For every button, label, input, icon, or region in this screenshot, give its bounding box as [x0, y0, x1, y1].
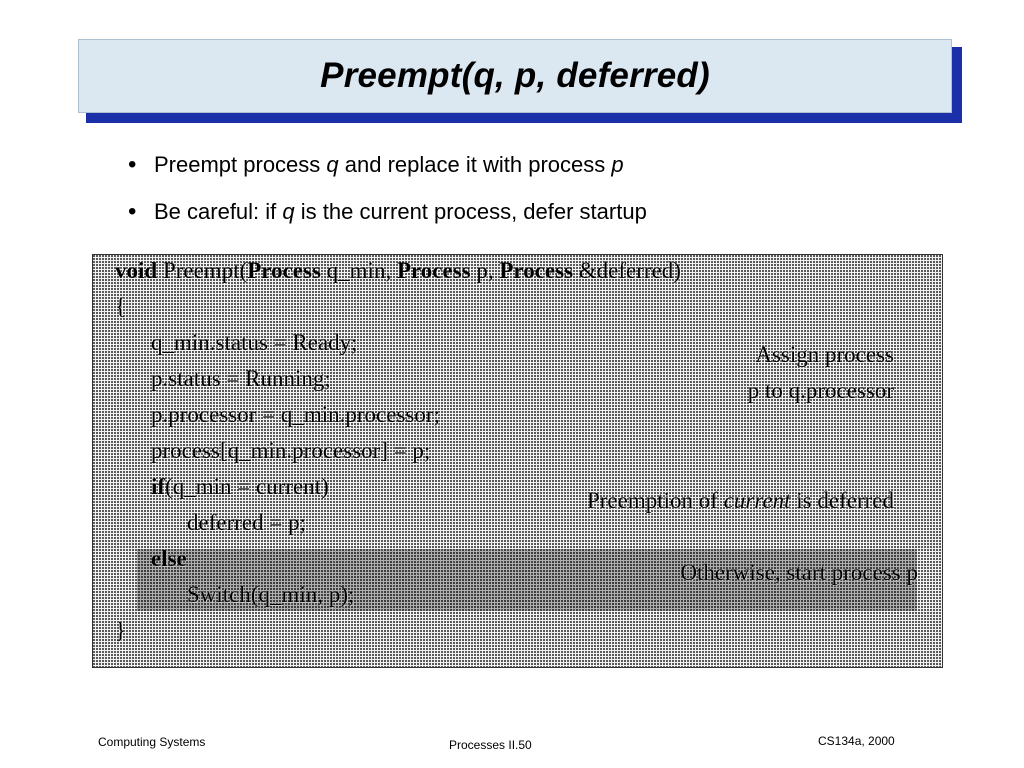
keyword-process: Process — [396, 258, 471, 283]
keyword-void: void — [115, 258, 158, 283]
bullet-dot-icon: • — [128, 151, 137, 178]
bullet-italic-q: q — [326, 152, 339, 177]
code-line-else: else — [151, 546, 187, 571]
bullet-italic-p: p — [611, 152, 624, 177]
keyword-process: Process — [247, 258, 321, 283]
keyword-if: if — [151, 474, 166, 499]
code-line-close-brace: } — [115, 618, 127, 643]
comment-otherwise: Otherwise, start process p — [680, 560, 918, 585]
bullet-text-before: Be careful: if — [154, 199, 283, 224]
code-line-switch: Switch(q_min, p); — [187, 582, 355, 607]
code-text: (q_min = current) — [165, 474, 329, 499]
code-line-deferred: deferred = p; — [187, 510, 306, 535]
code-line-status-running: p.status = Running; — [151, 366, 331, 391]
bullet-list — [128, 152, 948, 246]
code-line-process-array: process[q_min.processor] = p; — [151, 438, 431, 463]
comment-assign-line2: p to q.processor — [747, 378, 894, 403]
comment-text: Preemption of — [586, 488, 724, 513]
bullet-text-middle: is the current process, defer startup — [294, 199, 647, 224]
bullet-text-middle: and replace it with process — [338, 152, 612, 177]
code-line-processor: p.processor = q_min.processor; — [151, 402, 440, 427]
footer-center: Processes II.50 — [449, 738, 532, 752]
code-text: Preempt( — [157, 258, 248, 283]
code-text: p, — [470, 258, 500, 283]
code-text: q_min, — [320, 258, 397, 283]
bullet-dot-icon: • — [128, 198, 137, 225]
bullet-text-before: Preempt process — [154, 152, 327, 177]
bullet-italic-q: q — [282, 199, 295, 224]
footer-left: Computing Systems — [98, 735, 206, 749]
slide-title: Preempt(q, p, deferred) — [320, 56, 710, 95]
footer-right: CS134a, 2000 — [818, 734, 895, 748]
code-line-signature — [115, 257, 681, 285]
code-line-open-brace: { — [115, 294, 127, 319]
code-panel — [92, 254, 943, 668]
comment-italic-current: current — [723, 488, 791, 513]
comment-preemption-deferred — [587, 487, 894, 515]
code-text: &deferred) — [573, 258, 681, 283]
bullet-item — [128, 152, 948, 178]
code-line-status-ready: q_min.status = Ready; — [151, 330, 358, 355]
bullet-item — [128, 199, 948, 225]
keyword-process: Process — [499, 258, 574, 283]
comment-text: is deferred — [790, 488, 894, 513]
comment-assign-line1: Assign process — [755, 342, 894, 367]
title-box — [78, 39, 952, 113]
code-line-if — [151, 473, 329, 501]
